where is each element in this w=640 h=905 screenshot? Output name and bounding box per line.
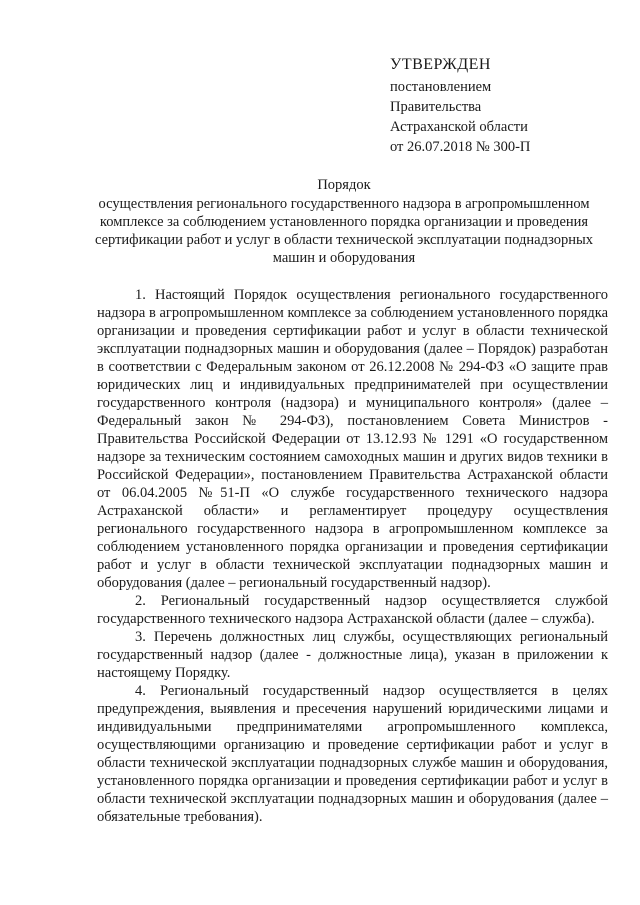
approval-line: Правительства xyxy=(390,99,482,115)
approval-stamp xyxy=(390,54,630,157)
approval-heading: УТВЕРЖДЕН xyxy=(390,56,491,73)
approval-line: постановлением xyxy=(390,79,492,95)
title-heading: Порядок xyxy=(317,177,371,193)
paragraph: 4. Региональный государственный надзор осуществляется в целях предупреждения, выявления и пресечения нарушений юридическими лицами и индивидуальными предпринимателями агропромышленного комплекса, осуществляющими организацию и проведение сертификации работ и услуг в области технической эксплуатации поднадзорных службе машин и оборудования, установленного порядка организации и проведения сертификации работ и услуг в области технической эксплуатации поднадзорных машин и оборудования (далее – обязательные требования). xyxy=(97,683,608,825)
paragraph: 1. Настоящий Порядок осуществления регионального государственного надзора в агропромышленном комплексе за соблюдением установленного порядка организации и проведения сертификации работ и услуг в области технической эксплуатации поднадзорных машин и оборудования (далее – Порядок) разработан в соответствии с Федеральным законом от 26.12.2008 № 294-ФЗ «О защите прав юридических лиц и индивидуальных предпринимателей при осуществлении государственного контроля (надзора) и муниципального контроля» (далее – Федеральный закон № 294-ФЗ), постановлением Совета Министров - Правительства Российской Федерации от 13.12.93 № 1291 «О государственном надзоре за техническим состоянием самоходных машин и других видов техники в Российской Федерации», постановлением Правительства Астраханской области от 06.04.2005 №51-П «О службе государственного технического надзора Астраханской области» и регламентирует процедуру осуществления регионального государственного надзора в агропромышленном комплексе за соблюдением установленного порядка организации и проведения сертификации работ и услуг в области технической эксплуатации поднадзорных машин и оборудования (далее – региональный государственный надзор). xyxy=(97,287,608,591)
paragraph: 3. Перечень должностных лиц службы, осуществляющих региональный государственный надзор (далее - должностные лица), указан в приложении к настоящему Порядку. xyxy=(97,629,608,681)
document-title xyxy=(80,176,608,267)
document-body xyxy=(97,286,608,826)
paragraph: 2. Региональный государственный надзор осуществляется службой государственного технического надзора Астраханской области (далее – служба). xyxy=(97,593,608,627)
approval-line: Астраханской области xyxy=(390,119,528,135)
title-text: осуществления регионального государственного надзора в агропромышленном комплексе за соблюдением установленного порядка организации и проведения сертификации работ и услуг в области технической эксплуатации поднадзорных машин и оборудования xyxy=(94,196,594,266)
approval-line: от 26.07.2018 № 300-П xyxy=(390,139,531,155)
